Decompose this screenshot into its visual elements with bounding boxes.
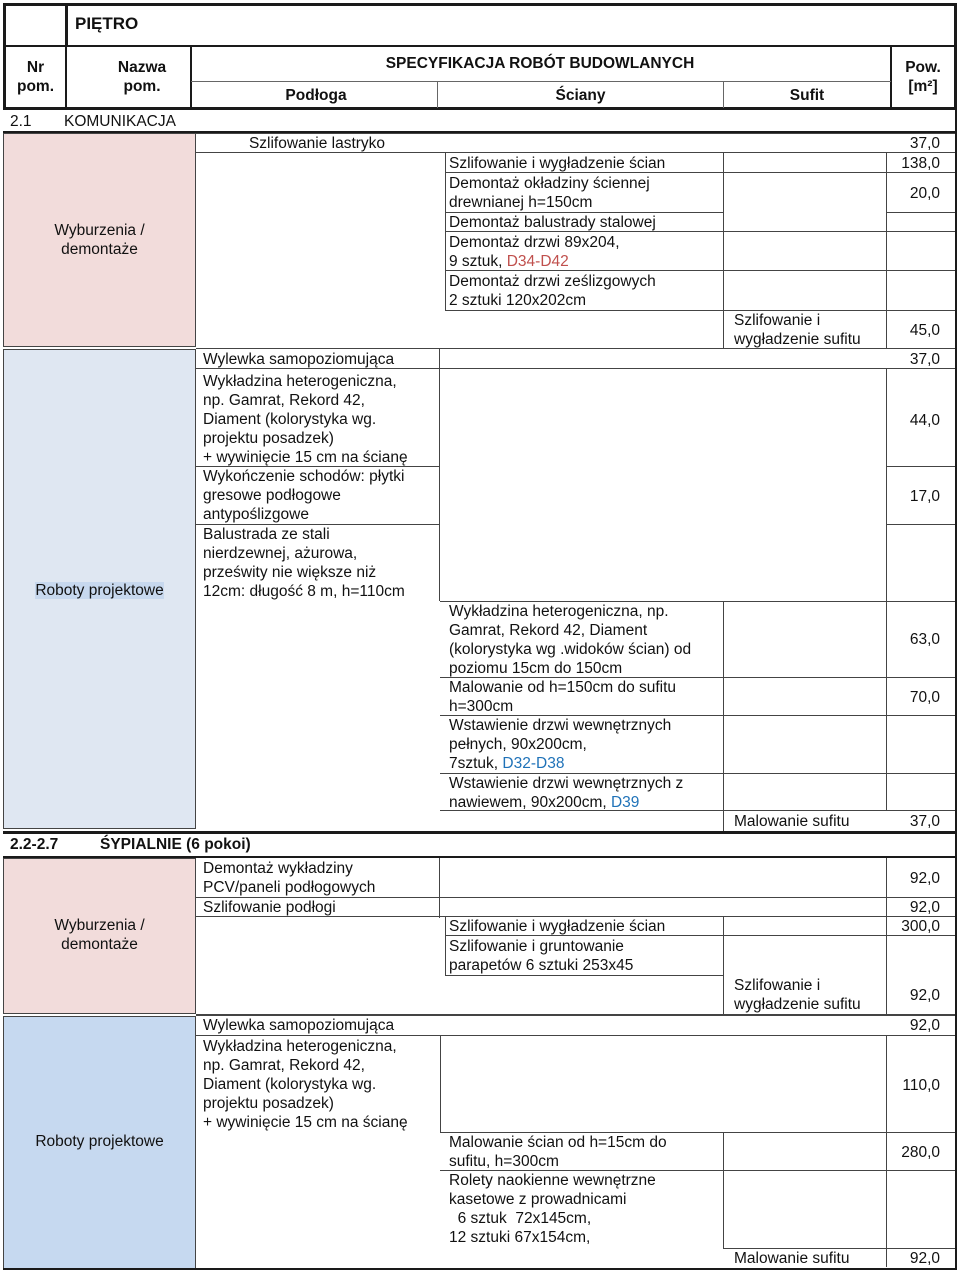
s1-demo-walls4-ref: D34-D42 [506,253,569,270]
s1-proj-area2: 44,0 [909,412,940,429]
header-floor-divider [65,3,68,47]
header-floor-label: PIĘTRO [75,14,139,33]
s1-proj-walls2: Malowanie od h=150cm do sufitu h=300cm [449,679,677,715]
s1-proj-walls-right [723,601,724,811]
section2-title-rule [3,831,957,834]
s1-demo-area3: 20,0 [909,185,940,202]
s1-proj-area3: 17,0 [909,488,940,505]
s2-demo-category: Wyburzenia / demontaże [54,917,145,953]
s1-demo-walls3: Demontaż balustrady stalowej [449,214,656,231]
s2-proj-area3: 280,0 [901,1144,940,1161]
header-name-label: Nazwa pom. [117,59,167,95]
s1-demo-area4: 45,0 [909,322,940,339]
header-sufit-label: Sufit [789,87,825,104]
s2-proj-walls1: Malowanie ścian od h=15cm do sufitu, h=300cm [449,1134,667,1170]
header-sciany-label: Ściany [555,87,606,104]
s1-proj-area5: 70,0 [909,689,940,706]
s2-proj-walls-right [723,1132,724,1248]
header-nr-label: Nr pom. [16,59,55,95]
s1-proj-walls4-ref: D39 [610,794,640,811]
s1-demo-area2: 138,0 [901,155,940,172]
s2-demo-line-d [445,975,723,976]
s1-proj-area4: 63,0 [909,631,940,648]
page-right-rule [955,110,957,1270]
s2-demo-floor1: Demontaż wykładziny PCV/paneli podłogowych [203,860,376,896]
s2-demo-walls-left [445,916,446,976]
s2-proj-line-a [196,1035,956,1036]
s2-demo-area1: 92,0 [909,870,940,887]
s1-demo-line-b2 [886,212,956,213]
header-podloga-label: Podłoga [285,87,347,104]
s1-proj-floor2: Wykładzina heterogeniczna, np. Gamrat, Rekord 42, Diament (kolorystyka wg. projektu posadzek) + wywinięcie 15 cm na ścianę [203,373,408,466]
s1-proj-area-divider [886,368,887,810]
s1-proj-ceil1: Malowanie sufitu [734,813,850,830]
s1-proj-ceil-left [723,810,724,831]
s2-proj-walls2: Rolety naokienne wewnętrzne kasetowe z prowadnicami 6 sztuk 72x145cm, 12 sztuki 67x154cm, [449,1172,656,1246]
s1-proj-walls4-text: Wstawienie drzwi wewnętrznych z nawiewem, 90x200cm, [449,775,684,811]
s2-proj-floor2: Wykładzina heterogeniczna, np. Gamrat, Rekord 42, Diament (kolorystyka wg. projektu posadzek) + wywinięcie 15 cm na ścianę [203,1038,408,1131]
s1-proj-walls3-text: Wstawienie drzwi wewnętrznych pełnych, 90x200cm, 7sztuk, [449,717,672,772]
s2-demo-area4: 92,0 [909,987,940,1004]
s1-proj-walls1: Wykładzina heterogeniczna, np. Gamrat, Rekord 42, Diament (kolorystyka wg .widoków ścian) od poziomu 15cm do 150cm [449,603,692,677]
s1-demo-ceil1: Szlifowanie i wygładzenie sufitu [734,312,861,348]
s1-demo-category: Wyburzenia / demontaże [54,222,145,258]
s1-demo-walls5: Demontaż drzwi ześlizgowych 2 sztuki 120x202cm [449,273,656,309]
s1-proj-floor3: Wykończenie schodów: płytki gresowe podłogowe antypoślizgowe [203,468,405,523]
s2-proj-area2: 110,0 [902,1077,940,1094]
s1-title-nr: 2.1 [10,113,32,130]
s1-proj-category [3,581,196,600]
s1-proj-walls3-ref: D32-D38 [502,755,565,772]
s1-demo-walls-left [445,153,446,311]
s1-demo-walls4 [449,233,620,271]
s2-demo-walls2: Szlifowanie i gruntowanie parapetów 6 sztuki 253x45 [449,938,634,974]
s1-demo-walls-ceil-divider [723,153,724,311]
s1-proj-area6: 37,0 [909,813,940,830]
section2-title-rule-bottom [3,856,957,858]
s2-proj-floor1: Wylewka samopoziomująca [203,1017,395,1034]
s1-demo-walls1: Szlifowanie i wygładzenie ścian [449,155,666,172]
s1-demo-ceil-left [723,310,724,348]
s2-demo-walls-right [723,916,724,1014]
page-bottom-rule [3,1268,957,1270]
header-floor-underline [3,45,957,47]
s2-proj-ceil1: Malowanie sufitu [734,1250,850,1267]
s1-proj-floor1: Wylewka samopoziomująca [203,351,395,368]
s1-proj-line-b2 [886,466,956,467]
s2-proj-category [3,1132,196,1151]
s1-title: KOMUNIKACJA [64,113,176,130]
header-area-label: Pow. [m²] [905,59,941,95]
s1-demo-line-e [445,310,956,311]
s2-proj-category-text: Roboty projektowe [35,1133,164,1150]
s1-proj-walls4 [449,774,683,812]
s2-proj-floor-right [440,1035,441,1133]
s1-proj-walls3 [449,716,671,773]
s1-demo-area-divider [886,153,887,349]
s1-proj-area1: 37,0 [909,351,940,368]
s2-demo-walls1: Szlifowanie i wygładzenie ścian [449,918,666,935]
header-spec-underline [191,81,891,82]
s2-title: ŚYPIALNIE (6 pokoi) [100,836,251,853]
s1-demo-walls4-text: Demontaż drzwi 89x204, 9 sztuk, [449,234,620,270]
s2-demo-floor2: Szlifowanie podłogi [203,899,336,916]
s2-proj-area1: 92,0 [909,1017,940,1034]
s2-demo-ceil1: Szlifowanie i wygładzenie sufitu [734,977,861,1013]
s1-demo-walls2: Demontaż okładziny ściennej drewnianej h=150cm [449,175,650,211]
s1-proj-floor4: Balustrada ze stali nierdzewnej, ażurowa, prześwity nie większe niż 12cm: długość 8 m, h=110cm [203,526,405,600]
header-nr-divider [65,46,67,108]
s1-demo-area1: 37,0 [909,135,940,152]
s2-title-nr: 2.2-2.7 [10,836,59,853]
s1-proj-category-text: Roboty projektowe [35,582,164,599]
s1-proj-line-c2 [886,524,956,525]
s2-proj-area4: 92,0 [909,1250,940,1267]
s1-demo-floor1: Szlifowanie lastryko [248,135,386,152]
s2-demo-area3: 300,0 [901,918,940,935]
header-spec-label: SPECYFIKACJA ROBÓT BUDOWLANYCH [385,55,695,72]
s2-demo-area2: 92,0 [909,899,940,916]
